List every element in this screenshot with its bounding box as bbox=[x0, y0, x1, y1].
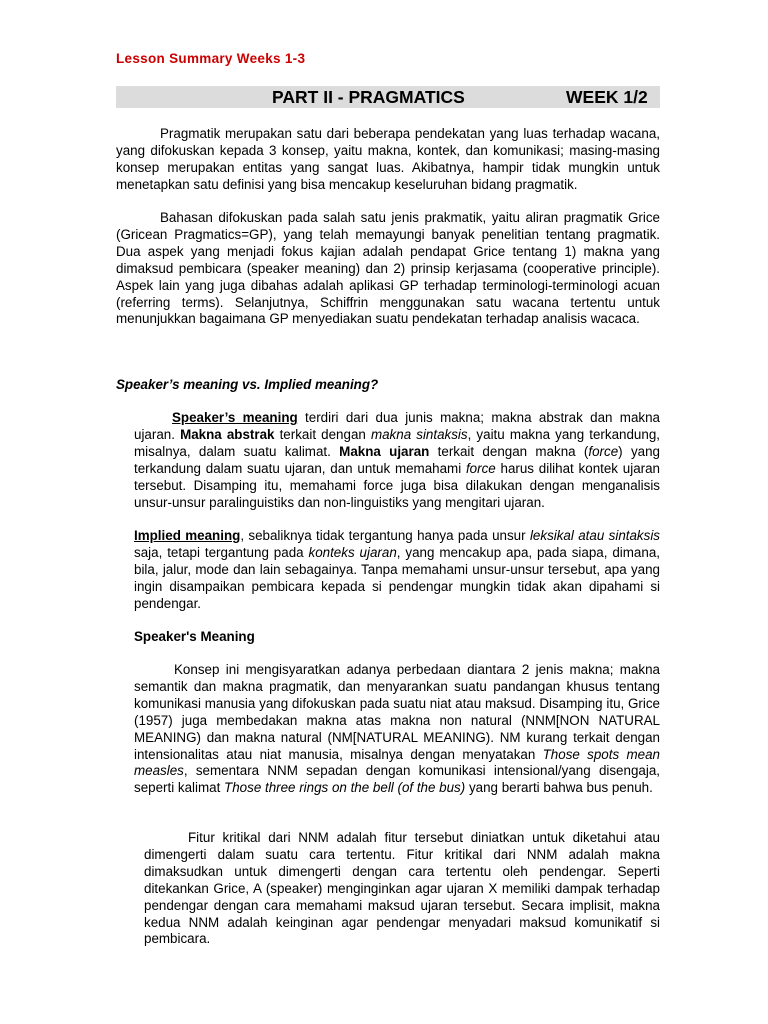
term-force: force bbox=[588, 443, 619, 459]
text-span: harus dilihat kontek ujaran tersebut. Disamping itu, memahami force juga bisa dilakukan dengan menganalisis unsur-unsur paralinguistiks dan non-linguistiks yang mengitari ujaran. bbox=[134, 460, 661, 510]
critical-feature-paragraph: Fitur kritikal dari NNM adalah fitur tersebut diniatkan untuk diketahui atau dimengerti dalam suatu cara tertentu. Fitur kritikal dari NNM adalah makna dimaksudkan untuk dimengerti dengan cara tertentu oleh pendengar. Seperti ditekankan Grice, A (speaker) menginginkan agar ujaran X memiliki dampak terhadap pendengar dengan cara memahami maksud ujaran tersebut. Secara implisit, makna kedua NNM adalah keinginan agar pendengar menyadari maksud komunikatif si pembicara. bbox=[144, 830, 660, 947]
text-span: yang berarti bahwa bus penuh. bbox=[465, 780, 653, 796]
term-makna-abstrak: Makna abstrak bbox=[180, 426, 275, 442]
text-span: , sebaliknya tidak tergantung hanya pada unsur bbox=[240, 528, 530, 543]
implied-meaning-paragraph bbox=[134, 528, 660, 613]
term-makna-sintaksis: makna sintaksis bbox=[370, 426, 468, 442]
term-speakers-meaning: Speaker’s meaning bbox=[172, 410, 298, 425]
text-span: , yaitu makna yang terkandung, misalnya, dalam suatu kalimat. bbox=[134, 426, 660, 459]
text-span: ) yang terkandung dalam suatu ujaran, dan untuk memahami bbox=[134, 443, 660, 476]
text-span: terkait dengan makna ( bbox=[429, 443, 589, 459]
example-bell: Those three rings on the bell (of the bus) bbox=[224, 780, 466, 796]
text-span: saja, tetapi tergantung pada bbox=[134, 544, 309, 560]
concept-paragraph bbox=[134, 662, 660, 797]
text-span: , sementara NNM sepadan dengan komunikasi intensional/yang disengaja, seperti kalimat bbox=[134, 763, 660, 796]
intro-paragraph-1: Pragmatik merupakan satu dari beberapa pendekatan yang luas terhadap wacana, yang difokuskan kepada 3 konsep, yaitu makna, kontek, dan komunikasi; masing-masing konsep merupakan entitas yang sangat luas. Akibatnya, hampir tidak mungkin untuk menetapkan satu definisi yang bisa mencakup keseluruhan bidang pragmatik. bbox=[116, 126, 660, 192]
section-heading-speaker-vs-implied: Speaker’s meaning vs. Implied meaning? bbox=[116, 377, 379, 392]
part-title: PART II - PRAGMATICS bbox=[272, 87, 465, 107]
text-span: Konsep ini mengisyaratkan adanya perbedaan diantara 2 jenis makna; makna semantik dan makna pragmatik, dan menyarankan suatu pandangan khusus tentang komunikasi manusia yang difokuskan pada suatu niat atau maksud. Disamping itu, Grice (1957) juga membedakan makna atas makna non natural (NNM[NON NATURAL MEANING) dan makna natural (NM[NATURAL MEANING). NM kurang terkait dengan intensionalitas atau niat manusia, misalnya dengan menyatakan bbox=[134, 662, 660, 762]
lesson-title: Lesson Summary Weeks 1-3 bbox=[116, 51, 306, 66]
term-leksikal: leksikal atau sintaksis bbox=[529, 528, 660, 543]
week-label: WEEK 1/2 bbox=[566, 87, 648, 107]
section-heading-speakers-meaning: Speaker's Meaning bbox=[134, 629, 255, 644]
intro-paragraph-2: Bahasan difokuskan pada salah satu jenis prakmatik, yaitu aliran pragmatik Grice (Gricean Pragmatics=GP), yang telah memayungi banyak penelitian tentang pragmatik. Dua aspek yang menjadi fokus kajian adalah pendapat Grice tentang 1) makna yang dimaksud pembicara (speaker meaning) dan 2) prinsip kerjasama (cooperative principle). Aspek lain yang juga dibahas adalah aplikasi GP terhadap terminologi-terminologi acuan (referring terms). Selanjutnya, Schiffrin menggunakan satu wacana tertentu untuk menunjukkan bagaimana GP menyediakan suatu pendekatan terhadap analisis wacaca. bbox=[116, 210, 660, 327]
text-span: terdiri dari dua junis makna; makna abstrak dan makna ujaran. bbox=[134, 410, 660, 442]
term-makna-ujaran: Makna ujaran bbox=[339, 443, 430, 459]
term-force: force bbox=[465, 460, 496, 476]
term-konteks-ujaran: konteks ujaran bbox=[308, 544, 397, 560]
text-span: , yang mencakup apa, pada siapa, dimana, bila, jalur, mode dan lain sebagainya. Tanpa memahami unsur-unsur tersebut, apa yang ingin disampaikan pembicara kepada si pendengar mungkin tidak akan dipahami si pendengar. bbox=[134, 544, 660, 611]
title-banner bbox=[116, 86, 660, 108]
speakers-meaning-paragraph bbox=[134, 410, 660, 511]
term-implied-meaning: Implied meaning bbox=[134, 528, 241, 543]
text-span: terkait dengan bbox=[274, 426, 371, 442]
example-measles: Those spots mean measles bbox=[134, 746, 660, 779]
